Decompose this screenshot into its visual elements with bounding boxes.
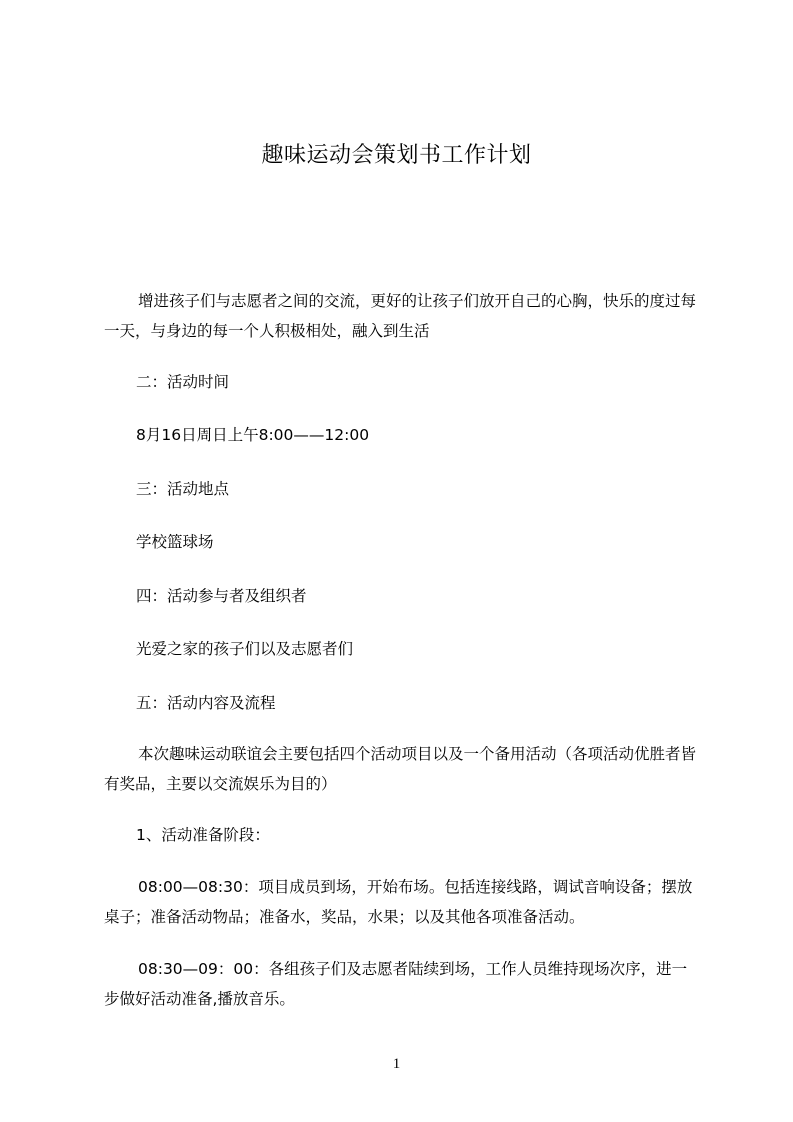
section2-heading: 二：活动时间 xyxy=(136,373,230,391)
section4-text: 光爱之家的孩子们以及志愿者们 xyxy=(136,640,354,658)
section5-intro-paragraph: 本次趣味运动联谊会主要包括四个活动项目以及一个备用活动（各项活动优胜者皆有奖品，主要以交流娱乐为目的） xyxy=(104,745,697,793)
section3-heading: 三：活动地点 xyxy=(136,480,230,498)
page-number: 1 xyxy=(392,1056,401,1072)
prep-heading: 1、活动准备阶段： xyxy=(136,826,270,844)
section2-text: 8月16日周日上午8:00——12:00 xyxy=(136,426,370,444)
prep-item-2: 08:30—09：00：各组孩子们及志愿者陆续到场，工作人员维持现场次序，进一步做好活动准备,播放音乐。 xyxy=(104,960,688,1008)
section5-heading: 五：活动内容及流程 xyxy=(136,694,276,712)
intro-paragraph: 增进孩子们与志愿者之间的交流，更好的让孩子们放开自己的心胸，快乐的度过每一天，与身边的每一个人积极相处，融入到生活 xyxy=(104,292,697,340)
document-title: 趣味运动会策划书工作计划 xyxy=(261,143,532,168)
section3-text: 学校篮球场 xyxy=(136,533,214,551)
section4-heading: 四：活动参与者及组织者 xyxy=(136,587,307,605)
prep-item-1: 08:00—08:30：项目成员到场，开始布场。包括连接线路，调试音响设备；摆放桌子；准备活动物品；准备水，奖品，水果；以及其他各项准备活动。 xyxy=(104,878,693,926)
